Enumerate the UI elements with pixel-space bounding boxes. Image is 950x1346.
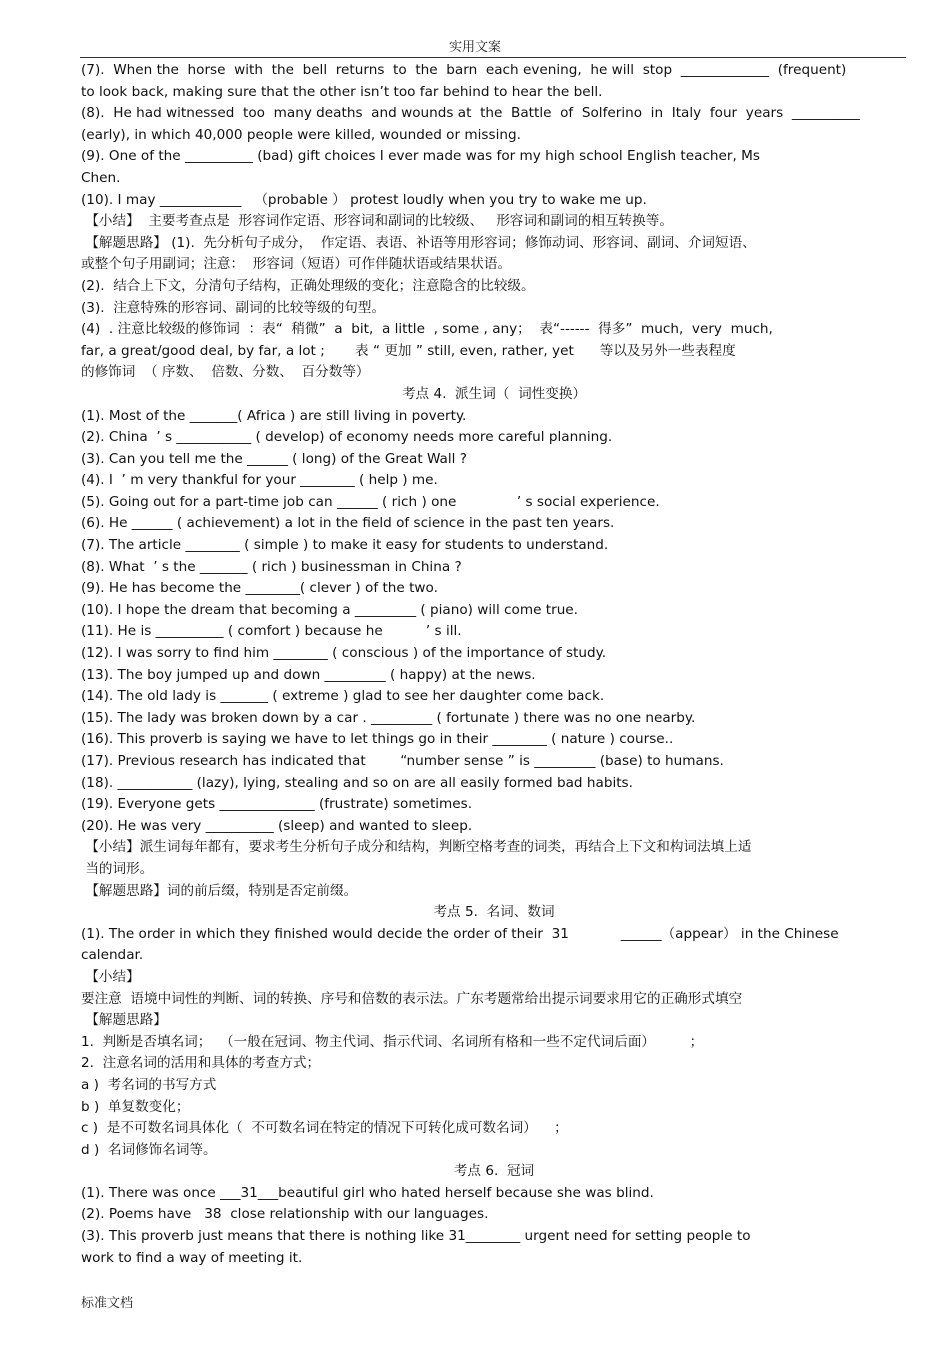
- page-footer: 标准文档: [81, 1296, 134, 1311]
- exercise-line: (18). ___________ (lazy), lying, stealing and so on are all easily formed bad habits.: [81, 774, 633, 791]
- exercise-line: (17). Previous research has indicated that “number sense ” is _________ (base) to humans.: [81, 753, 724, 769]
- exercise-line: (1). Most of the _______( Africa ) are still living in poverty.: [81, 407, 467, 424]
- section-heading: 考点 4. 派生词（ 词性变换）: [401, 385, 587, 402]
- exercise-line: (16). This proverb is saying we have to let things go in their ________ ( nature ) course..: [81, 731, 674, 748]
- exercise-line: (5). Going out for a part-time job can ______ ( rich ) one ’ s social experience.: [81, 493, 660, 510]
- section-heading: 考点 5. 名词、数词: [433, 904, 555, 921]
- exercise-line: (8). What ’ s the _______ ( rich ) businessman in China ?: [81, 558, 462, 575]
- solution-line: 【解题思路】 (1). 先分析句子成分， 作定语、表语、补语等用形容词；修饰动词、形容词、副词、介词短语、: [81, 234, 756, 251]
- text-line: far, a great/good deal, by far, a lot ; 表 “ 更加 ” still, even, rather, yet 等以及另外一些表程度: [81, 342, 736, 359]
- exercise-line: (12). I was sorry to find him ________ ( conscious ) of the importance of study.: [81, 645, 607, 662]
- text-line: 或整个句子用副词；注意： 形容词（短语）可作伴随状语或结果状语。: [81, 256, 512, 273]
- list-item: b ) 单复数变化；: [81, 1098, 190, 1115]
- document-body: [81, 60, 907, 1269]
- text-line: to look back, making sure that the other isn’t too far behind to hear the bell.: [81, 83, 603, 100]
- exercise-line: (4). I ’ m very thankful for your ________ ( help ) me.: [81, 472, 438, 489]
- summary-line: 【小结】 主要考查点是 形容词作定语、形容词和副词的比较级、 形容词和副词的相互转换等。: [81, 213, 673, 230]
- text-line: (7). When the horse with the bell returns to the barn each evening, he will stop _____________ (frequent): [81, 62, 847, 78]
- list-item: d ) 名词修饰名词等。: [81, 1141, 217, 1158]
- text-line: (9). One of the __________ (bad) gift choices I ever made was for my high school English teacher, Ms: [81, 148, 760, 165]
- list-item: c ) 是不可数名词具体化（ 不可数名词在特定的情况下可转化成可数名词） ；: [81, 1120, 568, 1137]
- list-item: a ) 考名词的书写方式: [81, 1076, 217, 1093]
- exercise-line: (10). I hope the dream that becoming a _________ ( piano) will come true.: [81, 601, 578, 618]
- exercise-line: (15). The lady was broken down by a car . _________ ( fortunate ) there was no one nearby.: [81, 709, 696, 726]
- solution-line: 【解题思路】: [81, 1012, 167, 1029]
- exercise-line: (13). The boy jumped up and down _________ ( happy) at the news.: [81, 666, 536, 683]
- exercise-line: (19). Everyone gets ______________ (frustrate) sometimes.: [81, 796, 473, 813]
- solution-line: 【解题思路】词的前后缀，特别是否定前缀。: [81, 882, 358, 899]
- text-line: 2. 注意名词的活用和具体的考查方式；: [81, 1055, 321, 1072]
- text-line: (3). 注意特殊的形容词、副词的比较等级的句型。: [81, 299, 386, 316]
- exercise-line: (2). Poems have 38 close relationship with our languages.: [81, 1206, 489, 1223]
- exercise-line: (11). He is __________ ( comfort ) because he ’ s ill.: [81, 623, 462, 640]
- text-line: (early), in which 40,000 people were killed, wounded or missing.: [81, 126, 521, 143]
- exercise-line: (20). He was very __________ (sleep) and wanted to sleep.: [81, 817, 473, 834]
- page-header: 实用文案: [448, 40, 501, 55]
- text-line: 要注意 语境中词性的判断、词的转换、序号和倍数的表示法。广东考题常给出提示词要求用它的正确形式填空: [81, 990, 743, 1007]
- exercise-line: (1). There was once ___31___beautiful girl who hated herself because she was blind.: [81, 1184, 654, 1201]
- exercise-line: (1). The order in which they finished would decide the order of their 31 ______（appear） in the Chinese: [81, 925, 839, 942]
- exercise-line: (2). China ’ s ___________ ( develop) of economy needs more careful planning.: [81, 429, 613, 446]
- text-line: Chen.: [81, 169, 121, 186]
- text-line: 当的词形。: [81, 860, 154, 877]
- text-line: (4) . 注意比较级的修饰词 ：表“ 稍微” a bit, a little , some , any； 表“------ 得多” much, very much,: [81, 321, 773, 338]
- section-heading: 考点 6. 冠词: [453, 1163, 535, 1180]
- exercise-line: (14). The old lady is _______ ( extreme ) glad to see her daughter come back.: [81, 688, 605, 705]
- text-line: work to find a way of meeting it.: [81, 1249, 303, 1266]
- exercise-line: (9). He has become the ________( clever ) of the two.: [81, 580, 438, 597]
- text-line: (8). He had witnessed too many deaths and wounds at the Battle of Solferino in Italy four years __________: [81, 105, 860, 122]
- summary-line: 【小结】派生词每年都有，要求考生分析句子成分和结构，判断空格考查的词类，再结合上下文和构词法填上适: [81, 839, 752, 856]
- header-rule: [80, 57, 906, 58]
- summary-line: 【小结】: [81, 968, 140, 985]
- text-line: (2). 结合上下文，分清句子结构，正确处理级的变化；注意隐含的比较级。: [81, 277, 535, 294]
- exercise-line: (3). Can you tell me the ______ ( long) of the Great Wall ?: [81, 450, 467, 467]
- exercise-line: (7). The article ________ ( simple ) to make it easy for students to understand.: [81, 537, 609, 554]
- text-line: 1. 判断是否填名词； （一般在冠词、物主代词、指示代词、名词所有格和一些不定代词后面） ；: [81, 1033, 704, 1050]
- text-line: 的修饰词 （ 序数、 倍数、分数、 百分数等）: [81, 364, 370, 381]
- text-line: (10). I may ____________ （probable ） protest loudly when you try to wake me up.: [81, 191, 647, 208]
- exercise-line: (6). He ______ ( achievement) a lot in the field of science in the past ten years.: [81, 515, 615, 532]
- exercise-line: (3). This proverb just means that there is nothing like 31________ urgent need for setting people to: [81, 1228, 751, 1245]
- text-line: calendar.: [81, 947, 144, 964]
